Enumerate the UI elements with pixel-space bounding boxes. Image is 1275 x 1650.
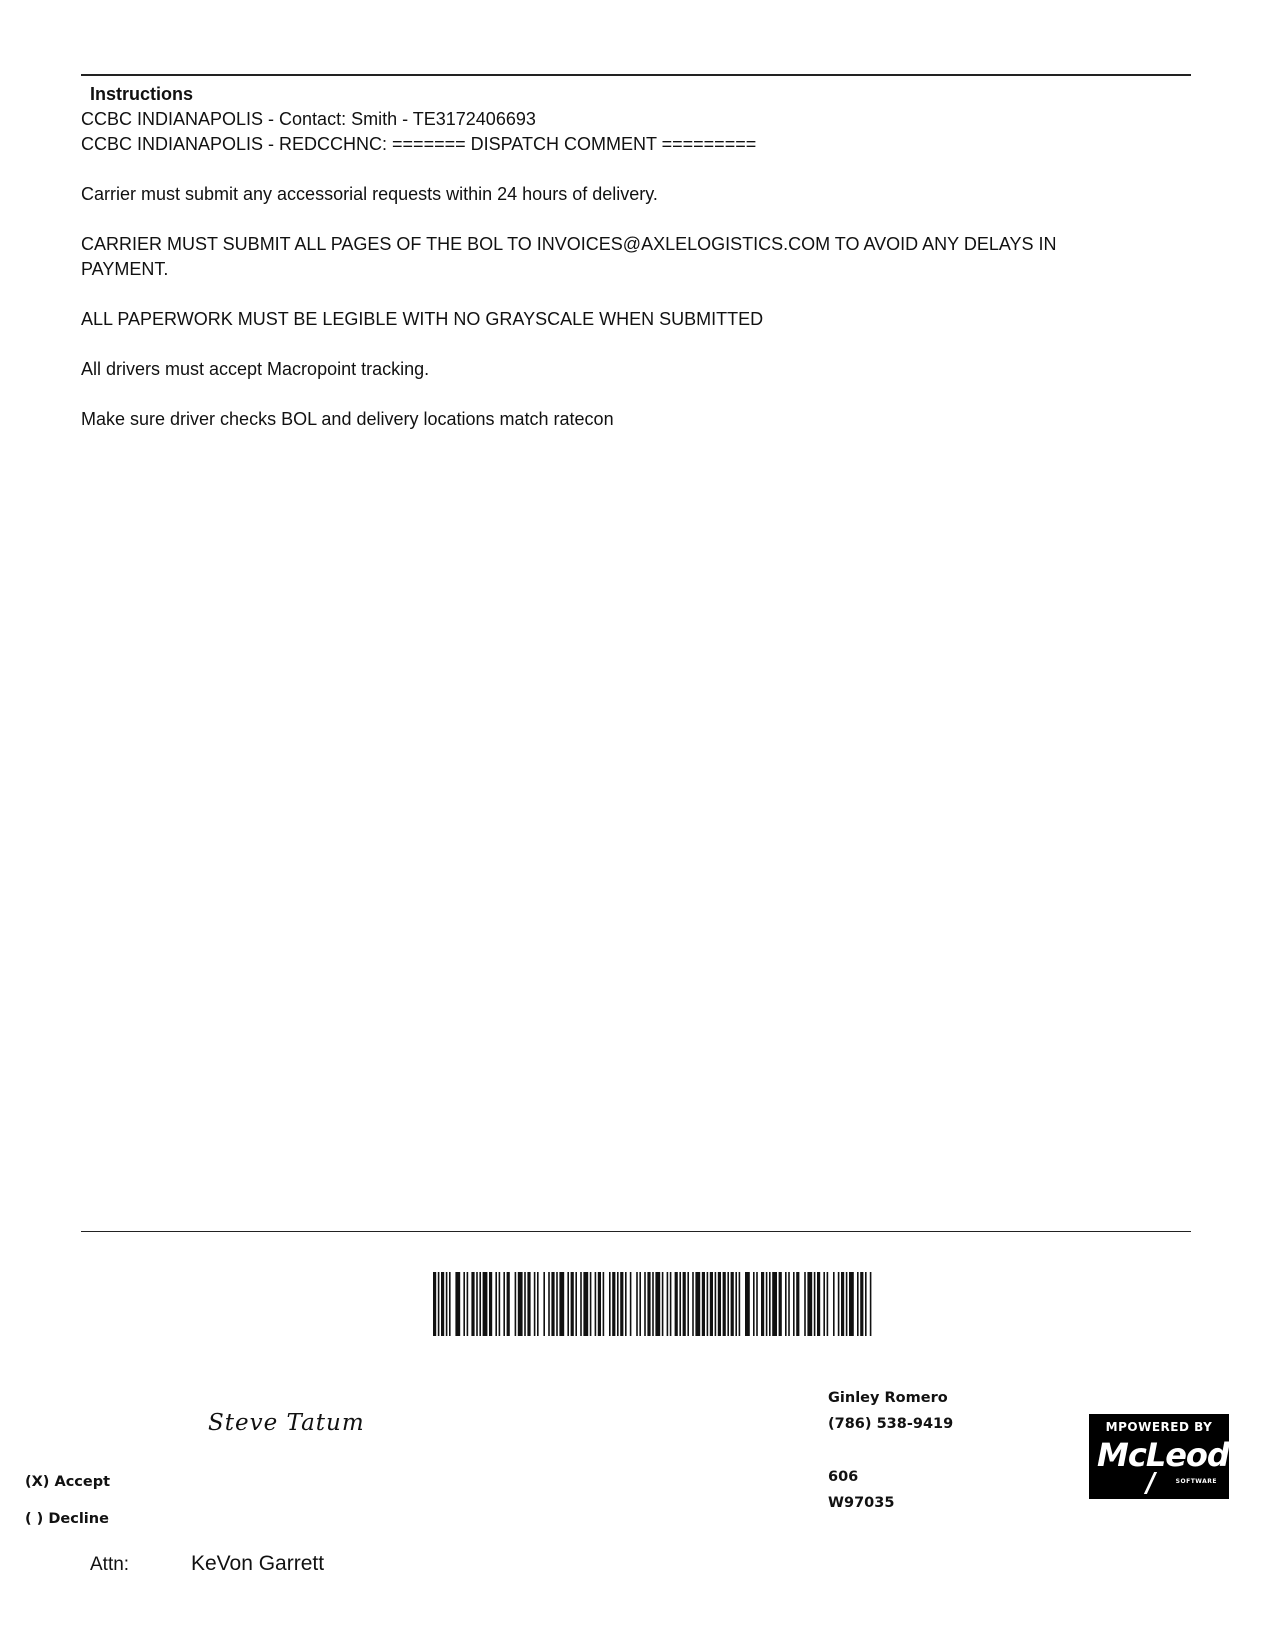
barcode-bar (807, 1272, 812, 1336)
barcode-bar (702, 1272, 705, 1336)
instructions-heading: Instructions (90, 84, 194, 104)
barcode-bar (575, 1272, 577, 1336)
barcode-bar (870, 1272, 872, 1336)
barcode-bar (433, 1272, 436, 1336)
decline-option: ( ) Decline (25, 1511, 109, 1527)
barcode-bar (534, 1272, 536, 1336)
barcode-bar (753, 1272, 755, 1336)
barcode-bar (503, 1272, 505, 1336)
barcode-bar (524, 1272, 526, 1336)
barcode-bar (731, 1272, 734, 1336)
barcode-bar (687, 1272, 689, 1336)
barcode-bar (772, 1272, 777, 1336)
barcode-bar (647, 1272, 650, 1336)
barcode-bar (471, 1272, 474, 1336)
barcode-bar (518, 1272, 523, 1336)
attn-label: Attn: (90, 1554, 130, 1575)
barcode-bar (849, 1272, 854, 1336)
barcode-bar (455, 1272, 460, 1336)
barcode-bar (567, 1272, 569, 1336)
logo-brand: McLeod (1097, 1436, 1229, 1474)
barcode-bar (479, 1272, 481, 1336)
barcode-bar (652, 1272, 654, 1336)
contact-code-w97035: W97035 (828, 1495, 895, 1511)
barcode-bar (695, 1272, 700, 1336)
barcode-bar (662, 1272, 664, 1336)
accept-option: (X) Accept (25, 1474, 111, 1490)
barcode-bar (527, 1272, 530, 1336)
instruction-line-dispatch-comment: CCBC INDIANAPOLIS - REDCCHNC: ======= DISPATCH COMMENT ========= (81, 134, 757, 154)
barcode-bar (735, 1272, 737, 1336)
barcode-bar (463, 1272, 465, 1336)
barcode-bar (489, 1272, 492, 1336)
barcode-bar (441, 1272, 444, 1336)
barcode-bar (679, 1272, 681, 1336)
barcode-bar (556, 1272, 558, 1336)
barcode-bar (779, 1272, 782, 1336)
barcode-bar (718, 1272, 721, 1336)
barcode-bar (644, 1272, 646, 1336)
barcode-bar (761, 1272, 764, 1336)
barcode-bar (603, 1272, 605, 1336)
barcode-bar (846, 1272, 848, 1336)
barcode-bar (823, 1272, 825, 1336)
barcode-bar (739, 1272, 741, 1336)
barcode-bar (833, 1272, 835, 1336)
barcode-bar (438, 1272, 440, 1336)
barcode-bar (507, 1272, 510, 1336)
barcode-bar (756, 1272, 758, 1336)
barcode-bar (620, 1272, 623, 1336)
barcode-bar (583, 1272, 588, 1336)
barcode-image (433, 1272, 873, 1336)
barcode-bar (766, 1272, 768, 1336)
barcode-bar (827, 1272, 829, 1336)
mcleod-logo (1089, 1414, 1229, 1499)
barcode-bar (495, 1272, 497, 1336)
bottom-divider (81, 1231, 1191, 1232)
barcode-bar (788, 1272, 790, 1336)
top-divider (81, 74, 1191, 76)
instruction-line-contact: CCBC INDIANAPOLIS - Contact: Smith - TE3172406693 (81, 109, 536, 129)
barcode-bar (537, 1272, 539, 1336)
logo-software: SOFTWARE (1175, 1478, 1217, 1485)
barcode-bar (865, 1272, 867, 1336)
attn-value: KeVon Garrett (191, 1552, 325, 1575)
instruction-accessorial: Carrier must submit any accessorial requests within 24 hours of delivery. (81, 184, 658, 204)
barcode-bar (515, 1272, 517, 1336)
barcode-bar (483, 1272, 488, 1336)
barcode-bar (785, 1272, 787, 1336)
barcode-bar (841, 1272, 844, 1336)
barcode-bar (551, 1272, 554, 1336)
logo-slash-mark (1144, 1472, 1157, 1494)
barcode-bar (559, 1272, 564, 1336)
barcode-bar (609, 1272, 611, 1336)
instruction-bol-check: Make sure driver checks BOL and delivery locations match ratecon (81, 409, 614, 429)
barcode-bar (639, 1272, 641, 1336)
barcode-bar (598, 1272, 601, 1336)
barcode-bar (745, 1272, 750, 1336)
barcode-bar (817, 1272, 820, 1336)
contact-code-606: 606 (828, 1469, 859, 1485)
instruction-submit-bol: CARRIER MUST SUBMIT ALL PAGES OF THE BOL TO INVOICES@AXLELOGISTICS.COM TO AVOID ANY DELAYS IN PAYMENT. (81, 234, 1062, 279)
barcode-bar (595, 1272, 597, 1336)
barcode-bar (683, 1272, 686, 1336)
barcode-bar (571, 1272, 574, 1336)
barcode-bar (446, 1272, 448, 1336)
barcode-bar (814, 1272, 816, 1336)
barcode-bar (625, 1272, 627, 1336)
barcode-bar (580, 1272, 582, 1336)
barcode-bar (617, 1272, 619, 1336)
barcode-bar (838, 1272, 840, 1336)
barcode-bar (499, 1272, 501, 1336)
barcode-bar (860, 1272, 863, 1336)
signature: Steve Tatum (208, 1410, 365, 1436)
barcode-bar (727, 1272, 729, 1336)
barcode-bar (476, 1272, 478, 1336)
barcode-bar (675, 1272, 678, 1336)
barcode-bar (590, 1272, 592, 1336)
barcode-bar (636, 1272, 638, 1336)
instruction-legible: ALL PAPERWORK MUST BE LEGIBLE WITH NO GRAYSCALE WHEN SUBMITTED (81, 309, 764, 329)
barcode-bar (612, 1272, 615, 1336)
barcode-bar (715, 1272, 717, 1336)
barcode-bar (804, 1272, 806, 1336)
barcode-bar (449, 1272, 451, 1336)
barcode-bar (543, 1272, 545, 1336)
barcode-bar (793, 1272, 795, 1336)
barcode-bar (655, 1272, 660, 1336)
barcode-bar (857, 1272, 859, 1336)
barcode-bar (692, 1272, 694, 1336)
barcode-bar (548, 1272, 550, 1336)
barcode-bar (467, 1272, 469, 1336)
barcode-bar (710, 1272, 713, 1336)
barcode-bar (723, 1272, 726, 1336)
logo-powered-by: MPOWERED BY (1105, 1420, 1213, 1434)
contact-phone: (786) 538-9419 (828, 1416, 954, 1432)
barcode-bar (630, 1272, 632, 1336)
barcode-bar (769, 1272, 771, 1336)
barcode-bar (667, 1272, 669, 1336)
contact-name: Ginley Romero (828, 1390, 948, 1406)
barcode-bar (670, 1272, 672, 1336)
barcode-bar (707, 1272, 709, 1336)
instructions-section (81, 82, 1191, 432)
instruction-macropoint: All drivers must accept Macropoint tracking. (81, 359, 430, 379)
barcode-bar (796, 1272, 799, 1336)
